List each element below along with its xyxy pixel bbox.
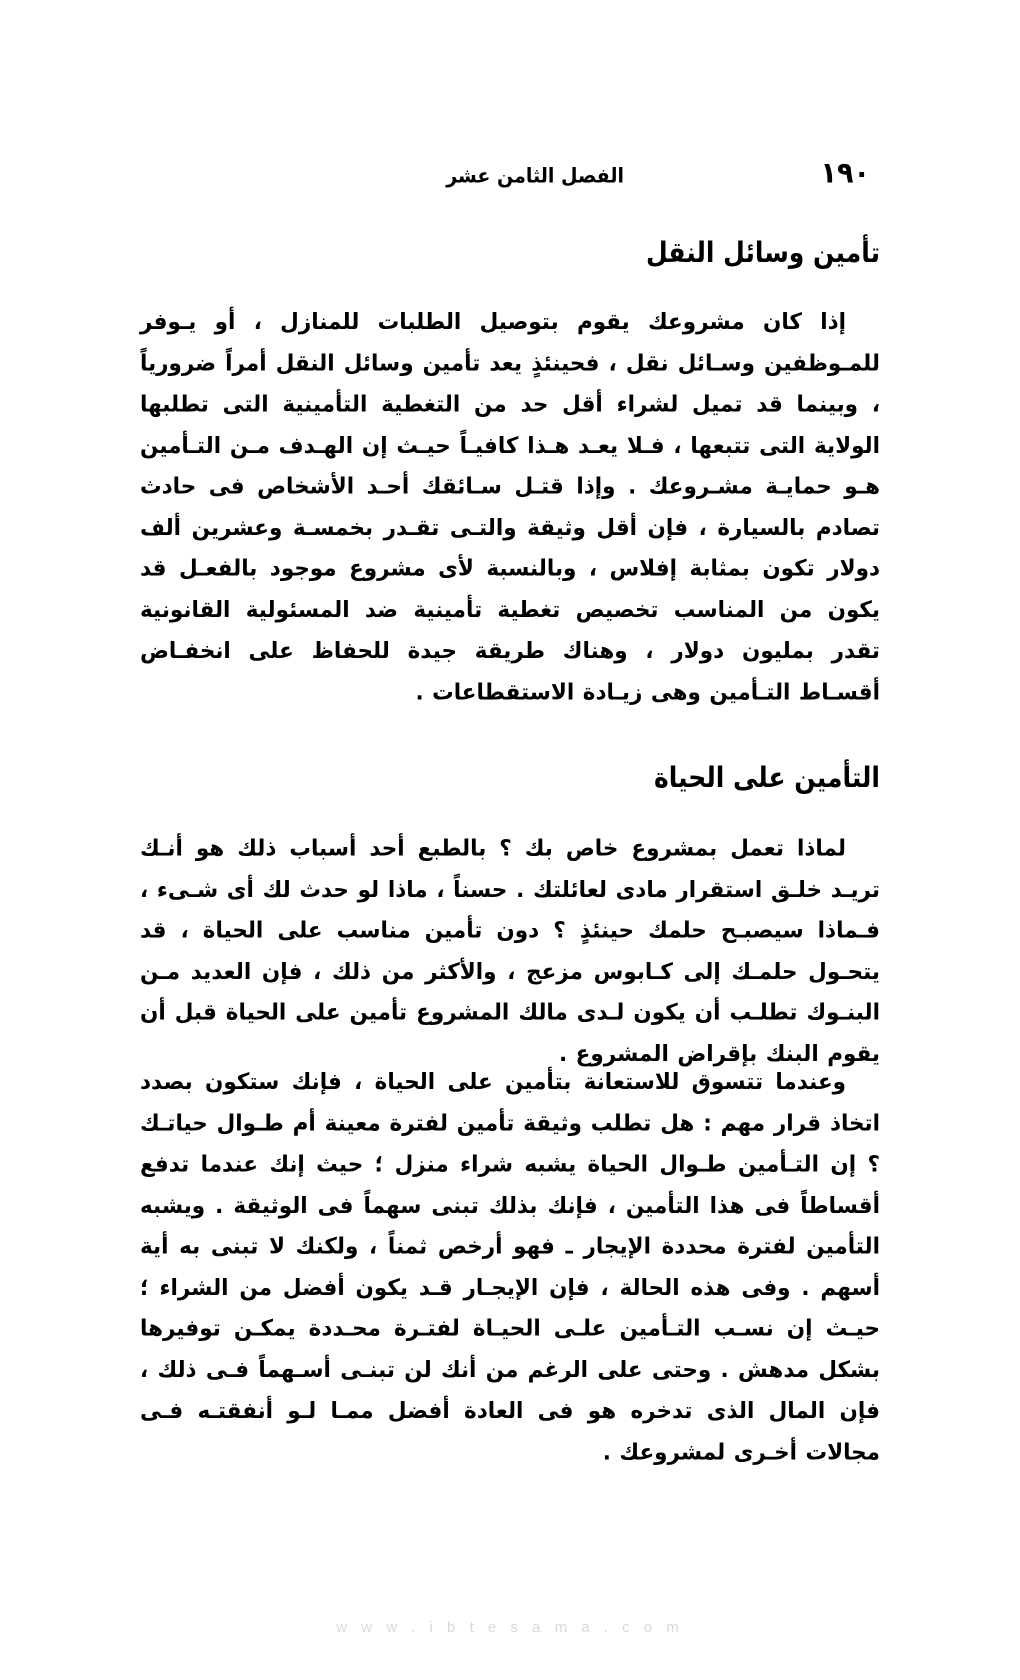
paragraph-life-insurance-2: وعندما تتسوق للاستعانة بتأمين على الحياة ، فإنك ستكون بصدد اتخاذ قرار مهم : هل تطلب وثيقة تأمين لفترة معينة أم طـوال حياتـك ؟ إن التـأمين طـوال الحياة يشبه شراء منزل ؛ حيث إنك عندما تدفع أقساطاً فى هذا التأمين ، فإنك بذلك تبنى سهماً فى الوثيقة . ويشبه التأمين لفترة محددة الإيجار ـ فهو أرخص ثمناً ، ولكنك لا تبنى به أية أسهم . وفى هذه الحالة ، فإن الإيجـار قـد يكون أفضل من الشراء ؛ حيـث إن نسـب التـأمين علـى الحيـاة لفتـرة محـددة يمكـن توفيرها بشكل مدهش . وحتى على الرغم من أنك لن تبنـى أسـهماً فـى ذلك ، فإن المال الذى تدخره هو فى العادة أفضل ممـا لـو أنفقتـه فـى مجالات أخـرى لمشروعك . — [140, 1069, 880, 1466]
chapter-label: الفصل الثامن عشر — [446, 164, 624, 188]
paragraph-transport-insurance-1: إذا كان مشروعك يقوم بتوصيل الطلبات للمنازل ، أو يـوفر للمـوظفين وسـائل نقل ، فحينئذٍ يعد تأمين وسائل النقل أمراً ضرورياً ، وبينما قد تميل لشراء أقل حد من التغطية التأمينية التى تطلبها الولاية التى تتبعها ، فـلا يعـد هـذا كافيـاً حيـث إن الهـدف مـن التـأمين هـو حمايـة مشـروعك . وإذا قتـل سـائقك أحـد الأشخاص فى حادث تصادم بالسيارة ، فإن أقل وثيقة والتـى تقـدر بخمسـة وعشرين ألف دولار تكون بمثابة إفلاس ، وبالنسبة لأى مشروع موجود بالفعـل قد يكون من المناسب تخصيص تغطية تأمينية ضد المسئولية القانونية تقدر بمليون دولار ، وهناك طريقة جيدة للحفاظ على انخفـاض أقسـاط التـأمين وهى زيـادة الاستقطاعات . — [140, 309, 880, 706]
section-heading-life-insurance: التأمين على الحياة — [653, 761, 880, 794]
running-head — [150, 156, 870, 194]
page-number: ١٩٠ — [820, 156, 870, 191]
section-life-insurance — [140, 761, 880, 795]
paragraph-life-insurance-1: لماذا تعمل بمشروع خاص بك ؟ بالطبع أحد أسباب ذلك هو أنـك تريـد خلـق استقرار مادى لعائلتك . حسناً ، ماذا لو حدث لك أى شـىء ، فـماذا سيصبـح حلمك حينئذٍ ؟ دون تأمين مناسب على الحياة ، قد يتحـول حلمـك إلى كـابوس مزعج ، والأكثر من ذلك ، فإن العديد مـن البنـوك تطلـب أن يكون لـدى مالك المشروع تأمين على الحياة قبل أن يقوم البنك بإقراض المشروع . — [140, 835, 880, 1067]
site-watermark: w w w . i b t e s a m a . c o m — [336, 1619, 684, 1636]
section-heading-transport-insurance: تأمين وسائل النقل — [645, 236, 880, 269]
section-transport-insurance — [140, 236, 880, 270]
text-column — [140, 236, 880, 1466]
